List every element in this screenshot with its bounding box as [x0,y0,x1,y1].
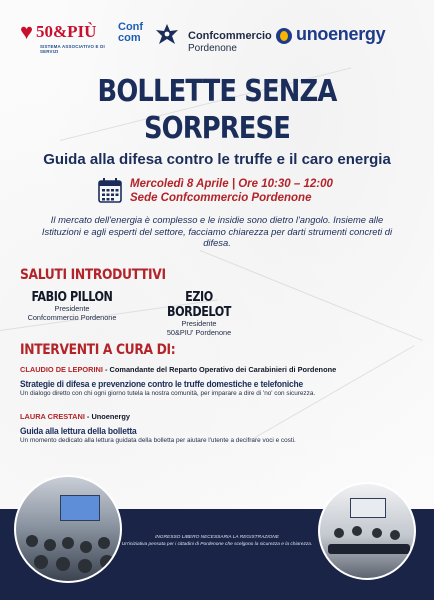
speaker-fabio-pillon [16,290,128,322]
speaker-org: 50&PIU' Pordenone [166,327,232,337]
unoenergy-mark-icon [276,28,292,44]
talk-speaker-role: - Comandante del Reparto Operativo dei Carabinieri di Pordenone [102,365,337,374]
talk-2-description: Un momento dedicato alla lettura guidata della bolletta per aiutare l'utente a decifrare voci e costi. [20,437,296,444]
eagle-emblem-icon [154,22,180,48]
audience-member [100,555,114,569]
meeting-table [328,544,410,554]
talk-2-speaker [20,412,130,421]
meeting-participant [372,528,382,538]
audience-member [98,537,110,549]
speaker-name: FABIO PILLON [31,290,113,305]
greetings-heading: SALUTI INTRODUTTIVI [20,267,166,283]
speaker-name: EZIO BORDELOT [167,290,231,320]
calendar-icon [98,177,122,203]
speaker-org: Confcommercio Pordenone [27,312,117,322]
logo-50-piu [20,20,110,56]
conference-audience-photo [14,475,122,583]
logo-unoenergy-name: unoenergy [296,24,386,44]
talk-1-speaker [20,365,336,374]
meeting-participant [390,530,400,540]
talk-speaker-role: - Unoenergy [84,412,131,421]
talk-1-title: Strategie di difesa e prevenzione contro le truffe domestiche e telefoniche [20,379,304,389]
heart-logo-icon: ♥ [20,19,34,44]
audience-member [26,535,38,547]
talk-1-description: Un dialogo diretto con chi ogni giorno tutela la nostra comunità, per imparare a dire di 'no' con sicurezza. [20,390,316,397]
talk-speaker-name: LAURA CRESTANI [20,412,85,421]
event-intro: Il mercato dell'energia è complesso e le insidie sono dietro l'angolo. Insieme alle Istituzioni e agli esperti del settore, facciamo chiarezza per darti strumenti concreti di difesa. [41,214,393,248]
event-datetime: Mercoledì 8 Aprile | Ore 10:30 – 12:00 [130,178,333,190]
audience-member [78,559,92,573]
audience-member [80,541,92,553]
logo-50-piu-subtitle: SISTEMA ASSOCIATIVO E DI SERVIZI [40,44,105,54]
logo-confcom-line1: Conf [118,21,144,33]
meeting-participant [334,528,344,538]
audience-member [44,539,56,551]
footer-tagline: Un'iniziativa pensata per i cittadini di Pordenone che scelgono la sicurezza e la chiarezza. [121,541,313,547]
logo-confcom-line2: com [118,32,141,44]
talk-2-title: Guida alla lettura della bolletta [20,426,137,436]
speaker-role: Presidente [181,319,217,328]
event-subtitle: Guida alla difesa contro le truffe e il caro energia [43,151,391,168]
wall-screen [350,498,386,518]
audience-member [34,555,48,569]
meeting-participant [352,526,362,536]
audience-member [56,557,70,571]
event-title-line2: SORPRESE [143,111,291,146]
projection-screen [60,495,100,521]
talk-speaker-name: CLAUDIO DE LEPORINI [20,365,103,374]
footer-registration: INGRESSO LIBERO NECESSARIA LA REGISTRAZIONE [155,535,279,540]
logo-confcom [118,22,143,44]
footer-text [120,535,314,548]
logo-50-piu-brand: 50&PIÙ [36,22,97,41]
speaker-ezio-bordelot [144,290,254,337]
logo-confcommercio-city: Pordenone [188,43,237,54]
meeting-table-photo [318,482,416,580]
talks-heading: INTERVENTI A CURA DI: [20,342,176,358]
event-title-line1: BOLLETTE SENZA [97,74,337,109]
event-venue: Sede Confcommercio Pordenone [130,192,312,204]
audience-member [62,537,74,549]
speaker-role: Presidente [54,304,90,313]
logo-confcommercio [154,22,284,54]
logo-unoenergy [276,24,416,50]
partner-logos [14,18,420,58]
logo-confcommercio-name: Confcommercio [188,30,272,42]
event-date-block [98,176,358,206]
